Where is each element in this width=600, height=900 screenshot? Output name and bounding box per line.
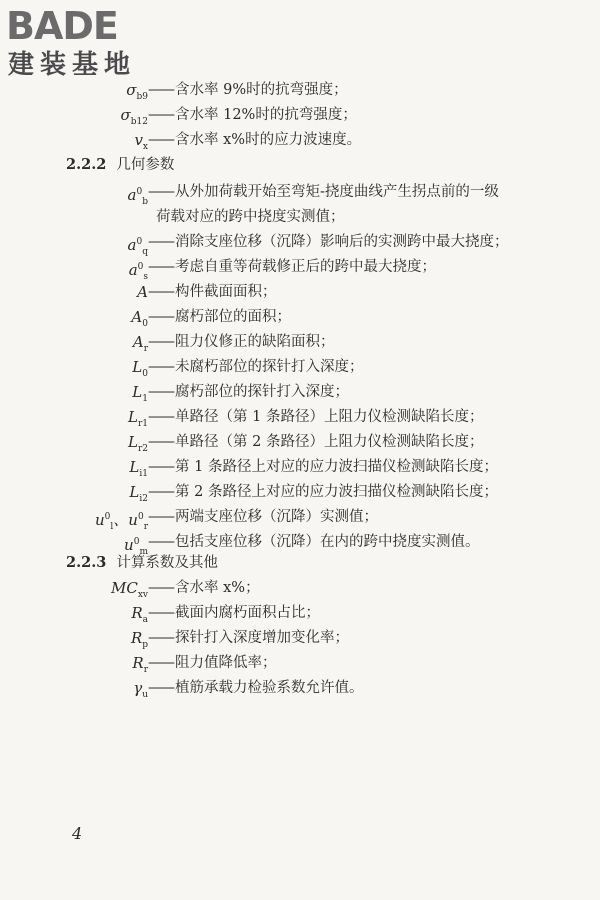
logo	[6, 6, 176, 86]
dash-separator: ——	[148, 359, 173, 375]
dash-separator: ——	[148, 605, 173, 621]
definition-label: 阻力值降低率；	[175, 655, 277, 671]
definition-text	[148, 130, 361, 150]
symbol	[129, 482, 148, 509]
symbol-subscript: m	[139, 547, 148, 557]
symbol-letter: A	[137, 283, 148, 301]
symbol-subscript: p	[142, 640, 148, 650]
dash-separator: ——	[148, 680, 173, 696]
symbol-subscript: 1	[142, 394, 148, 404]
symbol-letter: u	[124, 536, 134, 554]
symbol	[133, 678, 148, 705]
dash-separator: ——	[148, 630, 173, 646]
symbol-letter: v	[134, 131, 143, 149]
dash-separator: ——	[148, 434, 173, 450]
symbol-letter: 、u	[113, 511, 138, 529]
symbol-superscript: 0	[136, 237, 143, 247]
symbol	[134, 130, 148, 157]
symbol-subscript: i1	[139, 469, 148, 479]
definition-text	[148, 482, 498, 502]
definition-label: 植筋承载力检验系数允许值。	[175, 680, 364, 696]
symbol-superscript: 0	[137, 262, 144, 272]
section-number: 2.2.3	[66, 554, 107, 571]
definition-text	[148, 432, 483, 452]
definition-label: 第 1 条路径上对应的应力波扫描仪检测缺陷长度；	[175, 459, 498, 475]
definition-continuation: 荷载对应的跨中挠度实测值；	[156, 209, 345, 225]
symbol-letter: L	[128, 433, 138, 451]
definition-text	[148, 282, 277, 302]
dash-separator: ——	[148, 459, 173, 475]
definition-label: 含水率 9%时的抗弯强度；	[175, 82, 348, 98]
symbol-letter: R	[130, 629, 143, 647]
definition-text	[148, 407, 483, 427]
symbol-letter: R	[131, 604, 143, 622]
definition-text	[148, 357, 364, 377]
symbol-subscript: r	[143, 344, 148, 354]
dash-separator: ——	[148, 655, 173, 671]
dash-separator: ——	[148, 484, 173, 500]
symbol-subscript: r	[143, 665, 148, 675]
symbol-subscript: b12	[130, 117, 148, 127]
dash-separator: ——	[148, 409, 173, 425]
symbol-subscript: b	[142, 197, 148, 207]
symbol	[131, 603, 148, 630]
symbol	[132, 382, 148, 409]
symbol-letter: R	[132, 654, 144, 672]
dash-separator: ——	[148, 107, 173, 123]
symbol-superscript: 0	[133, 537, 140, 547]
symbol-letter: MC	[110, 579, 138, 597]
symbol-letter: A	[131, 308, 143, 326]
symbol	[131, 628, 148, 655]
definition-text	[148, 603, 320, 623]
logo-chinese: 建装基地	[8, 50, 137, 80]
symbol-letter: σ	[126, 81, 137, 99]
definition-text	[148, 232, 509, 252]
symbol-letter: γ	[133, 679, 143, 697]
symbol-letter: a	[127, 186, 137, 204]
symbol	[137, 282, 148, 302]
definition-label: 消除支座位移（沉降）影响后的实测跨中最大挠度；	[175, 234, 509, 250]
symbol-subscript: r	[143, 522, 148, 532]
symbol-subscript: a	[142, 615, 148, 625]
symbol-subscript: s	[143, 272, 148, 282]
symbol-subscript: r2	[137, 444, 148, 454]
symbol	[121, 105, 148, 132]
section-title: 几何参数	[116, 157, 175, 173]
definition-label: 单路径（第 2 条路径）上阻力仪检测缺陷长度；	[175, 434, 484, 450]
dash-separator: ——	[148, 184, 173, 200]
symbol	[128, 432, 148, 459]
definition-label: 考虑自重等荷载修正后的跨中最大挠度；	[175, 259, 436, 275]
symbol-letter: L	[128, 408, 138, 426]
dash-separator: ——	[148, 284, 173, 300]
definition-text	[148, 382, 349, 402]
symbol-superscript: 0	[137, 512, 144, 522]
symbol-subscript: i2	[139, 494, 148, 504]
symbol-subscript: b9	[136, 92, 148, 102]
symbol-subscript: 0	[142, 369, 148, 379]
definition-text	[148, 307, 291, 327]
dash-separator: ——	[148, 580, 173, 596]
symbol	[111, 578, 148, 605]
symbol	[133, 332, 148, 359]
section-heading	[66, 155, 174, 175]
definition-label: 探针打入深度增加变化率；	[175, 630, 349, 646]
dash-separator: ——	[148, 334, 173, 350]
section-number: 2.2.2	[66, 156, 107, 173]
symbol	[126, 80, 148, 107]
definition-label: 两端支座位移（沉降）实测值；	[175, 509, 378, 525]
symbol-subscript: u	[142, 690, 148, 700]
definition-label: 从外加荷载开始至弯矩-挠度曲线产生拐点前的一级	[175, 184, 499, 200]
definition-label: 含水率 x%时的应力波速度。	[175, 132, 362, 148]
definition-text	[148, 182, 499, 202]
dash-separator: ——	[148, 132, 173, 148]
definition-text	[148, 457, 498, 477]
definition-text	[148, 257, 436, 277]
definition-text	[148, 653, 277, 673]
definition-label: 单路径（第 1 条路径）上阻力仪检测缺陷长度；	[175, 409, 484, 425]
dash-separator: ——	[148, 534, 173, 550]
symbol	[128, 182, 148, 212]
dash-separator: ——	[148, 82, 173, 98]
symbol-subscript: xv	[137, 590, 148, 600]
definition-label: 含水率 12%时的抗弯强度；	[175, 107, 357, 123]
symbol-letter: u	[94, 511, 105, 529]
section-title: 计算系数及其他	[116, 555, 218, 571]
dash-separator: ——	[148, 234, 173, 250]
definition-text	[148, 678, 364, 698]
symbol	[128, 407, 148, 434]
page-number: 4	[72, 824, 83, 843]
definition-text	[148, 332, 335, 352]
symbol	[132, 357, 148, 384]
definition-label: 截面内腐朽面积占比；	[175, 605, 320, 621]
symbol-subscript: x	[142, 142, 148, 152]
dash-separator: ——	[148, 384, 173, 400]
definition-label: 阻力仪修正的缺陷面积；	[175, 334, 335, 350]
symbol-superscript: 0	[136, 187, 143, 197]
definition-label: 第 2 条路径上对应的应力波扫描仪检测缺陷长度；	[175, 484, 498, 500]
symbol-subscript: r1	[137, 419, 148, 429]
symbol-letter: L	[132, 358, 143, 376]
symbol	[132, 653, 148, 680]
definition-text	[148, 578, 260, 598]
symbol-letter: L	[132, 383, 143, 401]
symbol-letter: L	[129, 483, 140, 501]
definition-label: 腐朽部位的探针打入深度；	[175, 384, 349, 400]
dash-separator: ——	[148, 309, 173, 325]
symbol-subscript: l	[110, 522, 114, 532]
definition-label: 含水率 x%；	[175, 580, 260, 596]
definition-label: 未腐朽部位的探针打入深度；	[175, 359, 364, 375]
symbol	[129, 457, 148, 484]
definition-text	[148, 628, 349, 648]
section-heading	[66, 553, 218, 573]
dash-separator: ——	[148, 509, 173, 525]
symbol-subscript: 0	[142, 319, 148, 329]
symbol-letter: σ	[120, 106, 131, 124]
symbol	[131, 307, 148, 334]
definition-text	[148, 80, 348, 100]
definition-label: 腐朽部位的面积；	[175, 309, 291, 325]
definition-text	[148, 532, 480, 552]
symbol-letter: a	[128, 261, 138, 279]
logo-word: BADE	[6, 4, 118, 48]
definition-text	[148, 507, 378, 527]
definition-label: 构件截面面积；	[175, 284, 277, 300]
symbol-letter: L	[129, 458, 140, 476]
definition-label: 包括支座位移（沉降）在内的跨中挠度实测值。	[175, 534, 480, 550]
symbol-subscript: q	[142, 247, 148, 257]
dash-separator: ——	[148, 259, 173, 275]
definition-text	[148, 105, 357, 125]
symbol-letter: A	[132, 333, 144, 351]
symbol-superscript: 0	[104, 512, 111, 522]
symbol-letter: a	[127, 236, 137, 254]
